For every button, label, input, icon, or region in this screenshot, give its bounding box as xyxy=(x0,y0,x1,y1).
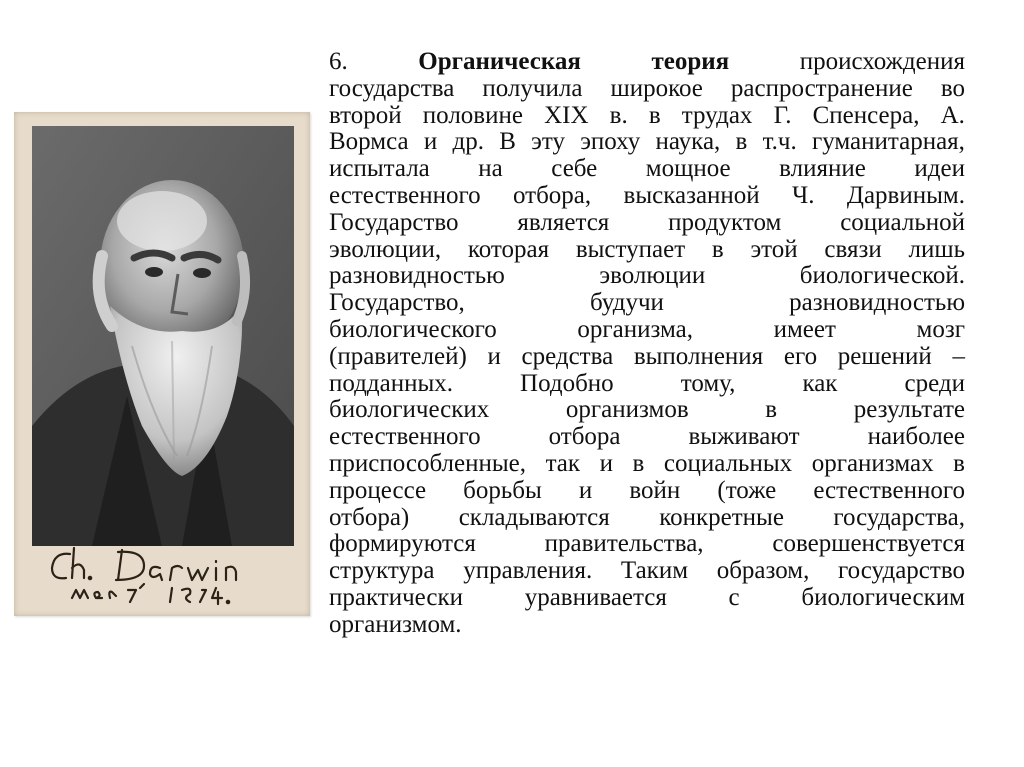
text-word: (тоже xyxy=(717,476,777,504)
text-word: эволюции xyxy=(599,262,706,290)
text-line xyxy=(329,612,965,639)
text-word: выживают xyxy=(688,423,800,451)
text-word: которая xyxy=(467,235,550,263)
text-word: организма, xyxy=(577,315,693,343)
text-word: конкретные xyxy=(659,503,784,531)
text-line xyxy=(329,129,965,156)
text-line xyxy=(329,49,965,76)
text-word: 6. xyxy=(329,48,348,75)
text-word: борьбы xyxy=(463,476,542,504)
text-word: формируются xyxy=(329,530,476,558)
text-word: гуманитарная, xyxy=(811,128,965,156)
text-word: испытала xyxy=(329,155,430,183)
text-word: с xyxy=(728,583,740,611)
text-word: высказанной xyxy=(623,181,760,209)
text-word: процессе xyxy=(329,476,427,504)
text-word: является xyxy=(517,208,610,236)
text-word: наиболее xyxy=(867,423,965,451)
text-word: мощное xyxy=(645,155,731,183)
text-word: выступает xyxy=(575,235,686,263)
text-word: выполнения xyxy=(633,342,764,370)
text-line xyxy=(329,263,965,290)
text-word: будучи xyxy=(590,289,664,317)
text-word: государства, xyxy=(833,503,965,531)
text-word: в xyxy=(711,235,724,263)
text-line xyxy=(329,317,965,344)
text-word: эту xyxy=(531,128,565,156)
text-word: Государство, xyxy=(329,289,465,317)
text-word: естественного xyxy=(813,476,965,504)
text-line xyxy=(329,76,965,103)
text-word: среди xyxy=(904,369,965,397)
text-word: разновидностью xyxy=(789,289,965,317)
text-word: имеет xyxy=(773,315,836,343)
text-word: и xyxy=(423,128,438,156)
text-word: естественного xyxy=(329,423,481,451)
term-bold-word: теория xyxy=(651,48,730,75)
text-line xyxy=(329,451,965,478)
text-word: в xyxy=(648,101,661,129)
text-word: разновидностью xyxy=(329,262,505,290)
text-word: Спенсера, xyxy=(812,101,920,129)
text-word: наука, xyxy=(655,128,721,156)
text-word: т.ч. xyxy=(762,128,797,156)
text-word: приспособленные, xyxy=(329,449,527,477)
text-word: в xyxy=(632,449,645,477)
text-word: XIX xyxy=(544,101,589,129)
text-word: естественного xyxy=(329,181,481,209)
text-line xyxy=(329,478,965,505)
text-word: государство xyxy=(838,557,965,585)
text-word: Г. xyxy=(773,101,792,129)
text-word: биологического xyxy=(329,315,497,343)
text-line xyxy=(329,371,965,398)
text-word: в. xyxy=(609,101,628,129)
text-word: образом, xyxy=(716,557,810,585)
text-word: во xyxy=(940,74,965,102)
text-line xyxy=(329,531,965,558)
text-line xyxy=(329,344,965,371)
text-word: структура xyxy=(329,557,435,585)
text-word: эпоху xyxy=(580,128,641,156)
text-word: практически xyxy=(329,583,464,611)
text-word: так xyxy=(545,449,581,477)
text-word: половине xyxy=(422,101,523,129)
text-word: в xyxy=(765,396,778,424)
text-word: (правителей) xyxy=(329,342,467,370)
text-word: средства xyxy=(521,342,614,370)
text-word: организмах xyxy=(811,449,934,477)
text-line xyxy=(329,156,965,183)
portrait-card xyxy=(14,112,310,616)
text-word: государства xyxy=(329,74,455,102)
text-line xyxy=(329,103,965,130)
text-word: совершенствуется xyxy=(772,530,965,558)
text-word: в xyxy=(735,128,748,156)
signature xyxy=(32,540,302,616)
text-line xyxy=(329,210,965,237)
text-word: мозг xyxy=(916,315,965,343)
text-word: этой xyxy=(750,235,798,263)
text-word: др. xyxy=(452,128,484,156)
text-word: Государство xyxy=(329,208,459,236)
text-line xyxy=(329,585,965,612)
text-line xyxy=(329,558,965,585)
text-word: получила xyxy=(482,74,583,102)
text-word: уравнивается xyxy=(524,583,667,611)
text-word: Подобно xyxy=(520,369,614,397)
portrait-photo xyxy=(32,126,294,546)
text-word: – xyxy=(952,342,965,370)
text-word: идеи xyxy=(914,155,965,183)
text-word: управления. xyxy=(463,557,593,585)
text-word: А. xyxy=(940,101,965,129)
text-word: себе xyxy=(551,155,598,183)
darwin-signature-image xyxy=(32,540,302,616)
text-word: продуктом xyxy=(668,208,782,236)
text-word: второй xyxy=(329,101,402,129)
text-word: правительства, xyxy=(544,530,704,558)
text-word: как xyxy=(802,369,838,397)
text-word: тому, xyxy=(680,369,736,397)
text-line xyxy=(329,505,965,532)
text-word: распространение xyxy=(730,74,913,102)
term-bold-word: Органическая xyxy=(418,48,581,75)
text-word: эволюции, xyxy=(329,235,442,263)
text-word: отбора) xyxy=(329,503,410,531)
text-word: в xyxy=(953,449,965,477)
text-word: В xyxy=(499,128,516,156)
text-word: отбора xyxy=(548,423,621,451)
text-word: Дарвиным. xyxy=(846,181,965,209)
text-word: отбора, xyxy=(512,181,592,209)
text-word: и xyxy=(578,476,593,504)
text-word: биологическим xyxy=(801,583,965,611)
portrait-image xyxy=(32,126,294,546)
text-word: организмов xyxy=(565,396,689,424)
text-word: широкое xyxy=(610,74,703,102)
text-line xyxy=(329,424,965,451)
text-word: и xyxy=(487,342,501,370)
text-line xyxy=(329,290,965,317)
paragraph-text xyxy=(329,49,965,639)
text-word: на xyxy=(478,155,503,183)
text-word: трудах xyxy=(681,101,753,129)
text-word: социальных xyxy=(663,449,793,477)
text-word: лишь xyxy=(908,235,965,263)
text-word: социальной xyxy=(840,208,965,236)
text-word: войн xyxy=(629,476,681,504)
text-line xyxy=(329,183,965,210)
text-word: связи xyxy=(824,235,882,263)
text-word: его xyxy=(783,342,818,370)
text-word: биологических xyxy=(329,396,490,424)
text-word: складываются xyxy=(458,503,610,531)
text-word: влияние xyxy=(779,155,866,183)
text-line xyxy=(329,237,965,264)
text-word: Таким xyxy=(620,557,689,585)
text-word: решений xyxy=(837,342,932,370)
text-word: подданных. xyxy=(329,369,453,397)
text-word: биологической. xyxy=(799,262,965,290)
text-word: Вормса xyxy=(329,128,409,156)
text-word: происхождения xyxy=(799,48,965,75)
text-line xyxy=(329,397,965,424)
text-word: результате xyxy=(853,396,965,424)
text-word: организмом. xyxy=(329,610,462,638)
text-word: и xyxy=(599,449,613,477)
text-word: Ч. xyxy=(792,181,815,209)
